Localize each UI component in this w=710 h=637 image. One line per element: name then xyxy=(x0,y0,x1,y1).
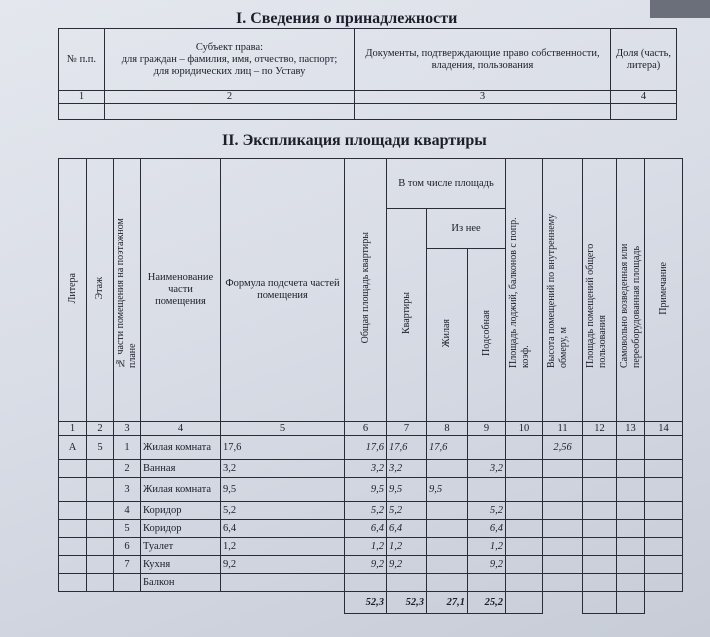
total-area-sum: 52,3 xyxy=(345,592,387,614)
col-number: 11 xyxy=(543,422,583,436)
header-num: № п.п. xyxy=(59,29,105,91)
empty-cell xyxy=(645,574,683,592)
empty-cell xyxy=(645,478,683,502)
col-number: 2 xyxy=(105,91,355,104)
cell-litera xyxy=(59,502,87,520)
empty-cell xyxy=(617,436,645,460)
empty-cell xyxy=(645,460,683,478)
empty-cell xyxy=(59,104,105,120)
cell-total: 9,5 xyxy=(345,478,387,502)
cell-name: Кухня xyxy=(141,556,221,574)
empty-cell xyxy=(617,478,645,502)
cell-aux xyxy=(468,436,506,460)
empty-cell xyxy=(645,436,683,460)
cell-apt: 3,2 xyxy=(387,460,427,478)
col-number: 4 xyxy=(141,422,221,436)
empty-cell xyxy=(617,538,645,556)
cell-no: 3 xyxy=(114,478,141,502)
col-number: 1 xyxy=(59,422,87,436)
cell-floor xyxy=(87,478,114,502)
header-aux: Подсобная xyxy=(468,249,506,422)
cell-living xyxy=(427,460,468,478)
cell-floor xyxy=(87,574,114,592)
cell-total: 5,2 xyxy=(345,502,387,520)
area-explication-table xyxy=(58,158,683,614)
cell-height xyxy=(543,460,583,478)
cell-no: 6 xyxy=(114,538,141,556)
cell-floor xyxy=(87,520,114,538)
cell-height xyxy=(543,556,583,574)
cell-name: Туалет xyxy=(141,538,221,556)
empty-cell xyxy=(355,104,611,120)
cell-aux: 3,2 xyxy=(468,460,506,478)
table-row xyxy=(59,436,683,460)
loggia-sum xyxy=(506,592,543,614)
cell-formula: 9,5 xyxy=(221,478,345,502)
cell-floor xyxy=(87,556,114,574)
header-of-which: Из нее xyxy=(427,209,506,249)
cell-name: Ванная xyxy=(141,460,221,478)
cell-litera xyxy=(59,538,87,556)
cell-floor xyxy=(87,460,114,478)
header-total-area: Общая площадь квартиры xyxy=(345,159,387,422)
header-unauth: Самовольно возведенная или переоборудованная площадь xyxy=(617,159,645,422)
header-name: Наименование части помещения xyxy=(141,159,221,422)
cell-total xyxy=(345,574,387,592)
cell-litera xyxy=(59,478,87,502)
col-number: 9 xyxy=(468,422,506,436)
cell-living xyxy=(427,502,468,520)
unauth-sum xyxy=(617,592,645,614)
cell-aux: 6,4 xyxy=(468,520,506,538)
header-documents: Документы, подтверждающие право собственности, владения, пользования xyxy=(355,29,611,91)
cell-apt xyxy=(387,574,427,592)
cell-floor xyxy=(87,538,114,556)
rows-body xyxy=(59,436,683,592)
cell-no xyxy=(114,574,141,592)
empty-cell xyxy=(645,520,683,538)
cell-formula xyxy=(221,574,345,592)
empty-cell xyxy=(583,538,617,556)
empty-cell xyxy=(583,502,617,520)
cell-height xyxy=(543,502,583,520)
header-subject: Субъект права: для граждан – фамилия, имя, отчество, паспорт; для юридических лиц – по Уставу xyxy=(105,29,355,91)
empty-cell xyxy=(583,520,617,538)
empty-cell xyxy=(645,502,683,520)
empty-cell xyxy=(583,556,617,574)
cell-total: 9,2 xyxy=(345,556,387,574)
cell-no: 4 xyxy=(114,502,141,520)
aux-area-sum: 25,2 xyxy=(468,592,506,614)
totals-row xyxy=(59,592,683,614)
empty-cell xyxy=(506,460,543,478)
col-number: 8 xyxy=(427,422,468,436)
apt-area-sum: 52,3 xyxy=(387,592,427,614)
col-number: 7 xyxy=(387,422,427,436)
header-floor: Этаж xyxy=(87,159,114,422)
empty-cell xyxy=(506,436,543,460)
cell-formula: 6,4 xyxy=(221,520,345,538)
cell-aux xyxy=(468,478,506,502)
empty-cell xyxy=(645,538,683,556)
cell-apt: 9,2 xyxy=(387,556,427,574)
col-number: 1 xyxy=(59,91,105,104)
cell-apt: 9,5 xyxy=(387,478,427,502)
empty-cell xyxy=(583,460,617,478)
col-number: 5 xyxy=(221,422,345,436)
table-row xyxy=(59,574,683,592)
cell-aux: 9,2 xyxy=(468,556,506,574)
col-number: 3 xyxy=(355,91,611,104)
cell-formula: 9,2 xyxy=(221,556,345,574)
header-share: Доля (часть, литера) xyxy=(611,29,677,91)
cell-formula: 1,2 xyxy=(221,538,345,556)
cell-total: 17,6 xyxy=(345,436,387,460)
empty-cell xyxy=(617,460,645,478)
cell-living xyxy=(427,556,468,574)
col-number: 12 xyxy=(583,422,617,436)
photo-edge xyxy=(650,0,710,18)
empty-cell xyxy=(506,520,543,538)
col-number: 13 xyxy=(617,422,645,436)
empty-cell xyxy=(617,520,645,538)
cell-name: Балкон xyxy=(141,574,221,592)
header-note: Примечание xyxy=(645,159,683,422)
header-common: Площадь помещений общего пользования xyxy=(583,159,617,422)
empty-cell xyxy=(617,574,645,592)
empty-cell xyxy=(506,574,543,592)
cell-living: 9,5 xyxy=(427,478,468,502)
cell-name: Коридор xyxy=(141,520,221,538)
cell-formula: 3,2 xyxy=(221,460,345,478)
empty-cell xyxy=(506,478,543,502)
cell-total: 6,4 xyxy=(345,520,387,538)
section1-title: I. Сведения о принадлежности xyxy=(236,10,458,27)
cell-formula: 5,2 xyxy=(221,502,345,520)
empty-cell xyxy=(611,104,677,120)
cell-height xyxy=(543,478,583,502)
header-litera: Литера xyxy=(59,159,87,422)
cell-height xyxy=(543,520,583,538)
header-height: Высота помещений по внутреннему обмеру, м xyxy=(543,159,583,422)
cell-aux: 1,2 xyxy=(468,538,506,556)
cell-no: 7 xyxy=(114,556,141,574)
table-row xyxy=(59,460,683,478)
col-number: 4 xyxy=(611,91,677,104)
common-sum xyxy=(583,592,617,614)
living-area-sum: 27,1 xyxy=(427,592,468,614)
cell-living xyxy=(427,574,468,592)
cell-formula: 17,6 xyxy=(221,436,345,460)
header-incl: В том числе площадь xyxy=(387,159,506,209)
empty-cell xyxy=(506,502,543,520)
header-formula: Формула подсчета частей помещения xyxy=(221,159,345,422)
cell-height xyxy=(543,574,583,592)
table-row xyxy=(59,520,683,538)
cell-name: Коридор xyxy=(141,502,221,520)
header-room-no: № части помещения на поэтажном плане xyxy=(114,159,141,422)
cell-name: Жилая комната xyxy=(141,478,221,502)
empty-cell xyxy=(617,502,645,520)
cell-total: 3,2 xyxy=(345,460,387,478)
cell-apt: 17,6 xyxy=(387,436,427,460)
ownership-table xyxy=(58,28,677,120)
cell-apt: 6,4 xyxy=(387,520,427,538)
cell-height xyxy=(543,538,583,556)
col-number: 6 xyxy=(345,422,387,436)
cell-floor xyxy=(87,502,114,520)
table-row xyxy=(59,556,683,574)
header-living: Жилая xyxy=(427,249,468,422)
cell-litera xyxy=(59,574,87,592)
cell-litera: А xyxy=(59,436,87,460)
empty-cell xyxy=(506,556,543,574)
cell-no: 2 xyxy=(114,460,141,478)
cell-aux xyxy=(468,574,506,592)
table-row xyxy=(59,502,683,520)
cell-total: 1,2 xyxy=(345,538,387,556)
cell-litera xyxy=(59,520,87,538)
empty-cell xyxy=(645,556,683,574)
table-row xyxy=(59,538,683,556)
empty-cell xyxy=(506,538,543,556)
cell-apt: 5,2 xyxy=(387,502,427,520)
table-row xyxy=(59,478,683,502)
empty-cell xyxy=(583,478,617,502)
cell-height: 2,56 xyxy=(543,436,583,460)
col-number: 2 xyxy=(87,422,114,436)
cell-no: 1 xyxy=(114,436,141,460)
column-numbers-row xyxy=(59,422,683,436)
cell-living: 17,6 xyxy=(427,436,468,460)
cell-living xyxy=(427,538,468,556)
empty-cell xyxy=(617,556,645,574)
col-number: 10 xyxy=(506,422,543,436)
cell-living xyxy=(427,520,468,538)
header-apt: Квартиры xyxy=(387,209,427,422)
cell-litera xyxy=(59,460,87,478)
col-number: 14 xyxy=(645,422,683,436)
empty-cell xyxy=(105,104,355,120)
header-loggia: Площадь лоджий, балконов с попр. коэф. xyxy=(506,159,543,422)
empty-cell xyxy=(583,436,617,460)
cell-litera xyxy=(59,556,87,574)
cell-apt: 1,2 xyxy=(387,538,427,556)
cell-aux: 5,2 xyxy=(468,502,506,520)
cell-name: Жилая комната xyxy=(141,436,221,460)
cell-no: 5 xyxy=(114,520,141,538)
empty-cell xyxy=(583,574,617,592)
cell-floor: 5 xyxy=(87,436,114,460)
section2-title: II. Экспликация площади квартиры xyxy=(222,132,487,149)
col-number: 3 xyxy=(114,422,141,436)
